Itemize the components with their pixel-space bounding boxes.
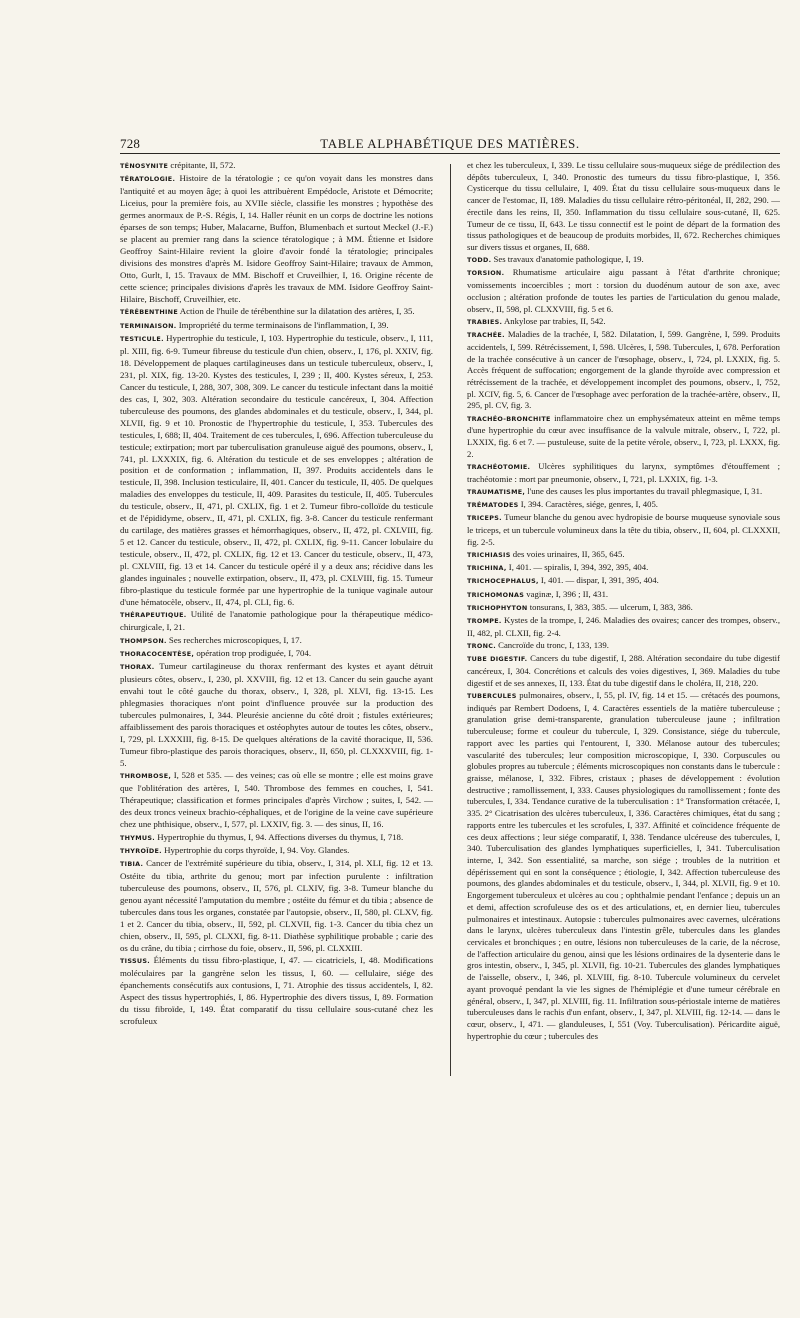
index-entry [467, 254, 780, 267]
index-entry [467, 499, 780, 512]
index-entry [467, 329, 780, 412]
index-text: Ankylose par trabies, II, 542. [503, 315, 606, 326]
index-text: Tumeur blanche du genou avec hydropisie de bourse muqueuse synoviale sous le triceps, et un tubercule volumineux dans la tête du tibia, observ., II, 604, pl. CLXXXII, fig. 2-5. [467, 512, 780, 547]
index-text: Éléments du tissu fibro-plastique, I, 47. — cicatriciels, I, 48. Modifications moléculaires par la gangrène selon les tissus, I, 60. — cellulaire, siége des épanchements consécutifs aux contusions, I, 71. Atrophie des tissus accidentels, I, 82. Aspect des tissus hypertrophiés, I, 86. Hypertrophie des divers tissus, I, 89. Formation du tissu fibroïde, I, 149. État comparatif du tissu cellulaire sous-cutané chez les scrofuleux [120, 955, 433, 1027]
index-entry [467, 640, 780, 653]
index-text: opération trop prodiguée, I, 704. [196, 648, 312, 658]
running-header [120, 136, 780, 154]
index-text: des voies urinaires, II, 365, 645. [512, 549, 625, 559]
index-text: Tumeur cartilagineuse du thorax renfermant des kystes et ayant détruit plusieurs côtes, observ., I, 230, pl. XXVIII, fig. 12 et 13. Cancer du sein gauche ayant envahi tout le côté gauche du thorax, observ., I, 328, pl. XLVI, fig. 13-15. Les phlegmasies thoraciques n'ont point d'influence prouvée sur la production des tubercules pulmonaires, I, 344. Pleurésie ancienne du côté droit ; fistules extérieures; affaiblissement des parois thoraciques et ostéophytes autour de toutes les côtes, observ., I, 729, pl. LXXXIII, fig. 8-15. De quelques altérations de la cavité thoracique, II, 536. Tumeur fibro-plastique des parois thoraciques, observ., II, 650, pl. CLXXXVIII, fig. 1-5. [120, 661, 433, 768]
index-text: Cancer de l'extrémité supérieure du tibia, observ., I, 314, pl. XLI, fig. 12 et 13. Ostéite du tibia, arthrite du genou; mort par infection purulente : infiltration tuberculeuse des poumons, observ., II, 576, pl. CLXIV, fig. 3-8. Tumeur blanche du genou ayant nécessité l'amputation du membre ; ostéite du fémur et du tibia ; absence de tubercules dans tous les organes, constatée par l'autopsie, observ., II, 580, pl. CLXV, fig. 1 et 2. Cancer du tibia, observ., II, 592, pl. CLXVII, fig. 1-3. Cancer du tibia chez un chien, observ., II, 595, pl. CLXXI, fig. 8-11. Diathèse syphilitique probable ; carie des os du crâne, du tibia ; cirrhose du foie, observ., II, 596, pl. CLXXIII. [120, 858, 433, 953]
index-term: THYMUS. [120, 833, 156, 842]
index-entry [120, 635, 433, 648]
index-text: Action de l'huile de térébenthine sur la dilatation des artères, I, 35. [179, 306, 415, 317]
index-term: TÉRÉBENTHINE [120, 308, 178, 317]
index-entry [120, 306, 433, 319]
page-number: 728 [120, 136, 141, 151]
index-text: I, 394. Caractères, siége, genres, I, 405. [520, 499, 658, 510]
index-entry [467, 512, 780, 548]
index-term: TISSUS. [120, 957, 150, 966]
index-term: TRACHÉOTOMIE. [467, 462, 531, 471]
page-title: TABLE ALPHABÉTIQUE DES MATIÈRES. [320, 136, 580, 151]
index-entry [120, 832, 433, 845]
index-text: Histoire de la tératologie ; ce qu'on voyait dans les monstres dans l'antiquité et au moyen âge; à quoi les attribuèrent Empédocle, Aristote et Démocrite; Liceius, pour la première fois, au XVIIe siècle, classifie les monstres ; hypothèse des germes anormaux de P.-S. Régis, I, 14. Haller réunit en un corps de doctrine les notions éparses de son temps; Huber, Malacarne, Buffon, Blumenbach et surtout Meckel (J.-F.) se placent au premier rang dans la science tératologique ; à MM. Étienne et Isidore Geoffroy Saint-Hilaire revient la gloire d'avoir fondé la tératologie; principales divisions des monstres d'après M. Isidore Geoffroy Saint-Hilaire; travaux de Ammon, Otto, Gurlt, I, 15. Travaux de MM. Bischoff et Cruveilhier, I, 16. Origine récente de cette science; principales divisions d'après les travaux de MM. Isidore Geoffroy Saint-Hilaire, Bischoff, Cruveilhier, etc. [120, 173, 433, 304]
index-text: Maladies de la trachée, I, 582. Dilatation, I, 599. Gangrène, I, 599. Produits accidentels, I, 599. Rétrécissement, I, 598. Ulcères, I, 598. Tubercules, I, 678. Perforation de la trachée consécutive à un cancer de l'œsophage, observ., I, 724, pl. LXXIX, fig. 5. Accès fréquent de suffocation; engorgement de la glande thyroïde avec compression et rétrécissement de la trachée, et développement incomplet des poumons, observ., I, 752, pl. XCIV, fig. 5, 6. Cancer de l'œsophage avec perforation de la trachée-artère, observ., II, 295, pl. CV, fig. 3. [467, 329, 780, 411]
index-term: THORAX. [120, 663, 155, 672]
index-text: I, 401. — dispar, I, 391, 395, 404. [540, 575, 659, 586]
index-term: THOMPSON. [120, 636, 167, 645]
index-entry [467, 316, 780, 329]
index-entry [467, 267, 780, 315]
index-term: TESTICULE. [120, 335, 164, 344]
index-term: TRICHOMONAS [467, 590, 525, 599]
index-entry [467, 461, 780, 485]
index-term: TRICHIASIS [467, 551, 511, 559]
index-text: I, 528 et 535. — des veines; cas où elle se montre ; elle est moins grave que l'oblitération des artères, I, 540. Thrombose des femmes en couches, I, 541. Thérapeutique; classification et formes principales d'après Virchow ; suites, I, 542. — des deux troncs veineux brachio-céphaliques, et de l'origine de la veine cave supérieure chez une phthisique, observ., I, 577, pl. LXXIV, fig. 3. — des sinus, II, 16. [120, 770, 433, 830]
index-entry [120, 770, 433, 831]
index-term: TRICHOCEPHALUS, [467, 577, 539, 586]
index-entry [467, 486, 780, 499]
index-entry [120, 320, 433, 333]
right-column [467, 160, 780, 1310]
index-text: tonsurans, I, 383, 385. — ulcerum, I, 383, 386. [529, 601, 693, 612]
index-term: TRICHINA, [467, 564, 507, 573]
index-text: Ulcères syphilitiques du larynx, symptômes d'étouffement ; trachéotomie : mort par pneumonie, observ., I, 721, pl. LXXIX, fig. 1-3. [467, 460, 780, 484]
index-text: et chez les tuberculeux, I, 339. Le tissu cellulaire sous-muqueux siége de prédilection des dépôts tuberculeux, I, 340. Pronostic des tumeurs du tissu fibro-plastique, I, 356. Cysticerque du tissu cellulaire, I, 409. État du tissu cellulaire sous-muqueux dans le cancer de l'estomac, II, 189. Maladies du tissu cellulaire rétro-péritonéal, II, 282, 290. — érectile dans les reins, II, 350. Inflammation du tissu cellulaire sous-cutané, II, 625. Tumeur de ce tissu, II, 643. Le tissu connectif est le point de départ de la formation des tissus pathologiques et de beaucoup de produits morbides, II, 672. Recherches chimiques sur divers tissus et organes, II, 688. [467, 160, 780, 253]
index-entry [120, 333, 433, 609]
index-entry [467, 549, 780, 562]
index-text: vaginæ, I, 396 ; II, 431. [526, 588, 609, 599]
index-text: I, 401. — spiralis, I, 394, 392, 395, 404. [508, 562, 649, 573]
index-term: TRABIES. [467, 317, 503, 326]
index-entry [467, 653, 780, 689]
index-entry [467, 562, 780, 575]
index-text: crépitante, II, 572. [170, 160, 236, 170]
index-entry [467, 575, 780, 588]
index-entry [120, 609, 433, 634]
index-term: TRACHÉE. [467, 331, 505, 340]
index-entry [467, 160, 780, 254]
index-term: TRAUMATISME, [467, 487, 526, 496]
index-entry [467, 615, 780, 639]
index-term: TROMPE. [467, 617, 502, 626]
index-term: THROMBOSE, [120, 772, 172, 781]
index-entry [120, 648, 433, 661]
column-divider [450, 164, 451, 1076]
index-term: TUBERCULES [467, 691, 517, 700]
index-term: TORSION. [467, 269, 505, 278]
left-column [120, 160, 433, 1310]
index-text: Hypertrophie du corps thyroïde, I, 94. Voy. Glandes. [164, 845, 350, 855]
index-entry [120, 173, 433, 305]
index-entry [467, 413, 780, 461]
index-term: TRICHOPHYTON [467, 603, 528, 612]
index-term: TRONC. [467, 642, 496, 651]
index-text: Ses recherches microscopiques, I, 17. [168, 634, 302, 645]
index-text: inflammatoire chez un emphysémateux atteint en même temps d'une hypertrophie du cœur avec insuffisance de la valvule mitrale, observ., I, 722, pl. LXXIX, fig. 6 et 7. — pustuleuse, suite de la petite vérole, observ., I, 723, pl. LXXX, fig. 2. [467, 412, 780, 459]
index-text: Cancroïde du tronc, I, 133, 139. [498, 640, 609, 651]
index-entry [120, 955, 433, 1028]
index-text: Kystes de la trompe, I, 246. Maladies des ovaires; cancer des trompes, observ., II, 482, pl. CLXII, fig. 2-4. [467, 615, 780, 638]
index-term: TÉRATOLOGIE. [120, 175, 176, 184]
index-term: TODD. [467, 256, 492, 265]
index-term: TRÉMATODES [467, 501, 519, 510]
index-text: Hypertrophie du thymus, I, 94. Affections diverses du thymus, I, 718. [157, 831, 404, 842]
index-term: TERMINAISON. [120, 321, 177, 330]
index-text: Utilité de l'anatomie pathologique pour la thérapeutique médico-chirurgicale, I, 21. [120, 609, 433, 633]
index-text: l'une des causes les plus importantes du travail phlegmasique, I, 31. [527, 485, 763, 496]
index-term: THORACOCENTÈSE, [120, 650, 195, 658]
index-entry [120, 845, 433, 858]
index-term: TRACHÉO-BRONCHITE [467, 414, 551, 423]
header-rule [120, 153, 780, 154]
index-entry [120, 858, 433, 955]
index-term: TIBIA. [120, 860, 144, 869]
index-entry [467, 602, 780, 615]
index-text: Cancers du tube digestif, I, 288. Altération secondaire du tube digestif cancéreux, I, 304. Concrétions et calculs des voies digestives, I, 369. Maladies du tube digestif et de ses annexes, II, 133. État du tube digestif dans le choléra, II, 218, 220. [467, 653, 780, 688]
index-entry [120, 160, 433, 173]
index-text: Hypertrophie du testicule, I, 103. Hypertrophie du testicule, observ., I, 111, pl. XIII, fig. 6-9. Tumeur fibreuse du testicule d'un chien, observ., I, 176, pl. XXIV, fig. 18. Développement de plaques cartilagineuses dans un testicule tuberculeux, observ., I, 231, pl. XIX, fig. 13-20. Kystes des testicules, I, 239 ; II, 400. Kystes séreux, I, 253. Cancer du testicule, I, 288, 307, 308, 309. Le cancer du testicule infectant dans la moitié des cas, I, 302, 303. Altération secondaire du testicule cancéreux, I, 304. Affection tuberculeuse des poumons, des glandes abdominales et du testicule, observ., I, 344, pl. XLVII, fig. 9 et 10. Pronostic de l'hypertrophie du testicule, I, 353. Tubercules des testicules, I, 688; II, 404. Traitement de ces tubercules, I, 696. Affection tuberculeuse du testicule; extirpation; mort par tuberculisation granuleuse aiguë des poumons, observ., I, 741, pl. LXXXIX, fig. 6. Altération du testicule et de ses enveloppes ; altération de position et de conformation ; inflammation, II, 397. Produits accidentels dans le testicule, II, 398. Inclusion testiculaire, II, 401. Cancer du testicule, II, 405. De quelques maladies des enveloppes du testicule, II, 409. Parasites du testicule, II, 405. Tubercules du testicule, observ., II, 471, pl. CXLIX, fig. 1 et 2. Tumeur fibro-colloïde du testicule et de l'épididyme, observ., II, 471, pl. CXLIX, fig. 3-8. Cancer du testicule renfermant du cartilage, des matières grasses et hémorrhagiques, observ., II, 472, pl. CXLVIII, fig. 5 et 12. Cancer du testicule, observ., II, 472, pl. CXLIX, fig. 9-11. Cancer lobulaire du testicule, observ., II, 472, pl. CXLIX, fig. 12 et 13. Cancer du testicule, observ., II, 473, pl. CXLVIII, fig. 13 et 14. Cancer du testicule opéré il y a deux ans; récidive dans les glandes inguinales ; nouvelle extirpation, observ., II, 473, pl. CXLVIII, fig. 15. Tumeur fibro-plastique du testicule formée par une hypertrophie de la tunique vaginale autour d'une hématocèle, observ., II, 474, pl. CLI, fig. 6. [120, 333, 433, 607]
index-term: THÉRAPEUTIQUE. [120, 611, 187, 620]
index-entry [467, 589, 780, 602]
index-text: Rhumatisme articulaire aigu passant à l'état d'arthrite chronique; vomissements incoercibles ; mort : torsion du duodénum autour de son axe, avec occlusion ; altération profonde de toutes les parties de l'articulation du genou malade, observ., II, 598, pl. CLXXVIII, fig. 5 et 6. [467, 267, 780, 314]
index-term: TRICEPS. [467, 514, 502, 523]
index-entry [120, 661, 433, 769]
index-text: Impropriété du terme terminaisons de l'inflammation, I, 39. [178, 319, 389, 330]
index-entry [467, 690, 780, 1043]
index-text: Ses travaux d'anatomie pathologique, I, 19. [493, 254, 644, 265]
index-term: TÉNOSYNITE [120, 162, 169, 170]
index-text: pulmonaires, observ., I, 55, pl. IV, fig. 14 et 15. — crétacés des poumons, indiqués par Rembert Dodoens, I, 4. Caractères essentiels de la matière tuberculeuse ; granulation grise demi-transparente, granulation tuberculeuse jaune ; infiltration tuberculeuse; forme et couleur du tubercule, I, 329. Consistance, siége du tubercule, rapport avec les parties qui l'entourent, I, 330. Mélanose autour des tubercules; vascularité des tubercules; leur composition microscopique, I, 330. Corpuscules ou globules propres au tubercule ; éléments microscopiques non constants dans le tubercule : graisse, mélanose, I, 332. Fibres, cristaux ; phases de développement : évolution destructive ; ramollissement, I, 333. Causes physiologiques du ramollissement ; fonte des tubercules, I, 334. Tendance curative de la tuberculisation : 1° Transformation crétacée, I, 335. 2° Cicatrisation des ulcères tuberculeux, I, 336. Caractères chimiques, état du sang ; rapports entre les tubercules et les scrofules, I, 337. Affinité et coïncidence fréquente de ces deux affections ; leur siége comparatif, I, 338. Tendance ulcéreuse des tubercules, I, 340. Tuberculisation des glandes lymphatiques superficielles, I, 341. Tuberculisation interne, I, 342. Son essentialité, sa marche, son siége ; troubles de la nutrition et dépérissement qui en sont la conséquence ; étiologie, I, 342. Affection tuberculeuse des poumons, des glandes abdominales et du testicule, observ., I, 344, pl. XLVII, fig. 9 et 10. Engorgement tuberculeux et ulcères au cou ; ophthalmie pendant l'enfance ; depuis un an et demi, affection scrofuleuse des os et des articulations, et, en dernier lieu, tubercules pulmonaires et intestinaux. Autopsie : tubercules pulmonaires avec cavernes, ulcérations dans le larynx, ulcères tuberculeux dans l'intestin grêle, tubercules dans les glandes cervicales et bronchiques ; en outre, lésions non tuberculeuses de la carie, de la nécrose, de l'affection articulaire du genou, ainsi que les lésions ordinaires de la dysenterie dans le gros intestin, observ., I, 345, pl. XLVII, fig. 10-21. Tubercules des glandes lymphatiques de l'aisselle, observ., I, 346, pl. XLVIII, fig. 8-10. Tubercule volumineux du cervelet ayant provoqué pendant la vie les signes de l'hémiplégie et d'une tumeur cérébrale en général, observ., I, 347, pl. XLVIII, fig. 11. Infiltration sous-périostale interne de matières tuberculeuses dans le rachis d'un enfant, observ., I, 347, pl. XLVIII, fig. 12-14. — dans le cœur, observ., I, 471. — glanduleuses, I, 551 (Voy. Tuberculisation). Péricardite aiguë, hypertrophie du cœur ; tubercules des [467, 689, 780, 1041]
index-term: TUBE DIGESTIF. [467, 655, 528, 664]
index-term: THYROÏDE. [120, 847, 162, 855]
